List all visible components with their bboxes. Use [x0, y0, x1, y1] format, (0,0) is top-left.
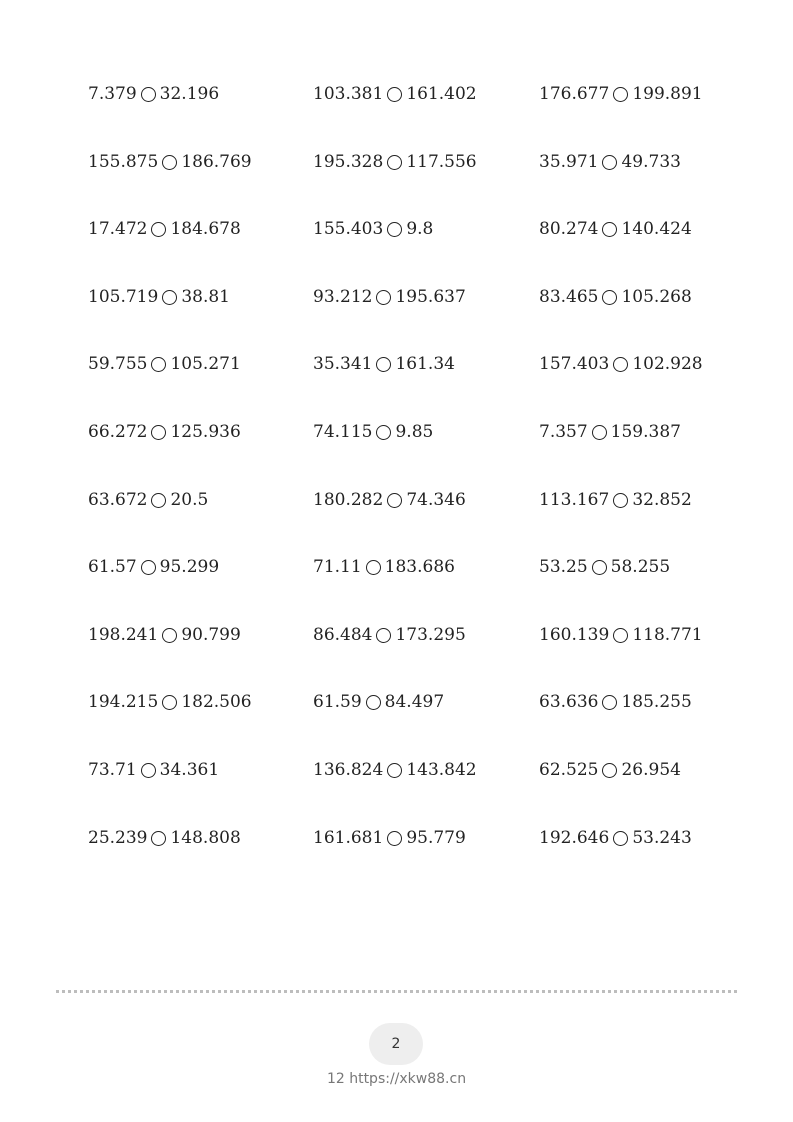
left-number: 25.239: [88, 828, 148, 848]
comparison-problem: [539, 552, 670, 582]
right-number: 105.271: [170, 354, 241, 374]
answer-circle[interactable]: [376, 357, 391, 372]
left-number: 157.403: [539, 354, 610, 374]
answer-circle[interactable]: [162, 695, 177, 710]
answer-circle[interactable]: [376, 628, 391, 643]
right-number: 125.936: [170, 422, 241, 442]
right-number: 34.361: [159, 760, 220, 780]
left-number: 195.328: [313, 152, 384, 172]
right-number: 32.852: [632, 490, 692, 510]
comparison-problem: [88, 755, 219, 785]
answer-circle[interactable]: [387, 831, 402, 846]
right-number: 20.5: [170, 490, 209, 510]
comparison-problem: [539, 79, 703, 109]
answer-circle[interactable]: [613, 357, 628, 372]
comparison-problem: [313, 417, 433, 447]
right-number: 95.779: [406, 828, 466, 848]
left-number: 113.167: [539, 490, 610, 510]
answer-circle[interactable]: [387, 155, 402, 170]
answer-circle[interactable]: [141, 87, 156, 102]
left-number: 160.139: [539, 625, 610, 645]
worksheet-row: [0, 485, 793, 515]
left-number: 61.57: [88, 557, 137, 577]
answer-circle[interactable]: [162, 628, 177, 643]
worksheet-row: [0, 282, 793, 312]
right-number: 102.928: [632, 354, 703, 374]
right-number: 161.34: [395, 354, 455, 374]
comparison-problem: [313, 79, 477, 109]
worksheet-row: [0, 620, 793, 650]
answer-circle[interactable]: [602, 763, 617, 778]
answer-circle[interactable]: [602, 155, 617, 170]
left-number: 83.465: [539, 287, 599, 307]
comparison-problem: [88, 620, 241, 650]
comparison-problem: [88, 349, 241, 379]
comparison-problem: [88, 147, 252, 177]
comparison-problem: [313, 349, 455, 379]
footer-source-text: 12 https://xkw88.cn: [326, 1071, 467, 1087]
comparison-problem: [88, 282, 230, 312]
worksheet-row: [0, 823, 793, 853]
right-number: 184.678: [170, 219, 241, 239]
worksheet-row: [0, 687, 793, 717]
answer-circle[interactable]: [151, 222, 166, 237]
comparison-problem: [539, 620, 703, 650]
comparison-problem: [313, 823, 466, 853]
answer-circle[interactable]: [376, 425, 391, 440]
comparison-problem: [313, 552, 455, 582]
comparison-problem: [313, 147, 477, 177]
right-number: 58.255: [610, 557, 671, 577]
left-number: 155.875: [88, 152, 159, 172]
left-number: 35.971: [539, 152, 599, 172]
comparison-problem: [313, 620, 466, 650]
left-number: 176.677: [539, 84, 610, 104]
right-number: 186.769: [181, 152, 252, 172]
right-number: 185.255: [621, 692, 692, 712]
left-number: 17.472: [88, 219, 148, 239]
comparison-problem: [88, 79, 219, 109]
left-number: 198.241: [88, 625, 159, 645]
answer-circle[interactable]: [141, 560, 156, 575]
worksheet-row: [0, 147, 793, 177]
answer-circle[interactable]: [613, 87, 628, 102]
comparison-problem: [313, 214, 433, 244]
left-number: 7.357: [539, 422, 588, 442]
answer-circle[interactable]: [387, 222, 402, 237]
right-number: 148.808: [170, 828, 241, 848]
answer-circle[interactable]: [602, 695, 617, 710]
right-number: 38.81: [181, 287, 230, 307]
left-number: 86.484: [313, 625, 373, 645]
comparison-problem: [88, 552, 219, 582]
right-number: 161.402: [406, 84, 477, 104]
answer-circle[interactable]: [602, 222, 617, 237]
right-number: 159.387: [610, 422, 681, 442]
comparison-problem: [88, 485, 208, 515]
left-number: 161.681: [313, 828, 384, 848]
right-number: 183.686: [384, 557, 455, 577]
answer-circle[interactable]: [602, 290, 617, 305]
left-number: 136.824: [313, 760, 384, 780]
answer-circle[interactable]: [366, 695, 381, 710]
comparison-problem: [539, 823, 692, 853]
right-number: 53.243: [632, 828, 692, 848]
worksheet-row: [0, 79, 793, 109]
left-number: 80.274: [539, 219, 599, 239]
comparison-problem: [539, 687, 692, 717]
left-number: 74.115: [313, 422, 373, 442]
answer-circle[interactable]: [387, 763, 402, 778]
right-number: 118.771: [632, 625, 703, 645]
comparison-problem: [539, 214, 692, 244]
left-number: 73.71: [88, 760, 137, 780]
left-number: 53.25: [539, 557, 588, 577]
answer-circle[interactable]: [366, 560, 381, 575]
answer-circle[interactable]: [387, 87, 402, 102]
right-number: 9.8: [406, 219, 434, 239]
answer-circle[interactable]: [613, 831, 628, 846]
worksheet-row: [0, 755, 793, 785]
answer-circle[interactable]: [162, 290, 177, 305]
right-number: 74.346: [406, 490, 466, 510]
comparison-problem: [313, 485, 466, 515]
right-number: 199.891: [632, 84, 703, 104]
answer-circle[interactable]: [592, 560, 607, 575]
left-number: 71.11: [313, 557, 362, 577]
comparison-problem: [539, 417, 681, 447]
answer-circle[interactable]: [151, 831, 166, 846]
comparison-problem: [539, 349, 703, 379]
right-number: 143.842: [406, 760, 477, 780]
comparison-problem: [88, 687, 252, 717]
left-number: 66.272: [88, 422, 148, 442]
comparison-problem: [88, 417, 241, 447]
comparison-problem: [313, 282, 466, 312]
answer-circle[interactable]: [151, 425, 166, 440]
right-number: 117.556: [406, 152, 477, 172]
right-number: 49.733: [621, 152, 681, 172]
comparison-problem: [539, 485, 692, 515]
right-number: 26.954: [621, 760, 681, 780]
answer-circle[interactable]: [162, 155, 177, 170]
right-number: 9.85: [395, 422, 434, 442]
comparison-problem: [313, 687, 444, 717]
comparison-problem: [88, 214, 241, 244]
left-number: 192.646: [539, 828, 610, 848]
answer-circle[interactable]: [387, 493, 402, 508]
worksheet-row: [0, 417, 793, 447]
right-number: 173.295: [395, 625, 466, 645]
left-number: 61.59: [313, 692, 362, 712]
dotted-divider: [56, 990, 737, 993]
answer-circle[interactable]: [141, 763, 156, 778]
answer-circle[interactable]: [613, 493, 628, 508]
left-number: 194.215: [88, 692, 159, 712]
left-number: 59.755: [88, 354, 148, 374]
left-number: 105.719: [88, 287, 159, 307]
right-number: 140.424: [621, 219, 692, 239]
comparison-problem: [539, 755, 681, 785]
page-number-badge: [369, 1023, 423, 1065]
answer-circle[interactable]: [613, 628, 628, 643]
left-number: 155.403: [313, 219, 384, 239]
left-number: 63.672: [88, 490, 148, 510]
right-number: 90.799: [181, 625, 241, 645]
left-number: 62.525: [539, 760, 599, 780]
right-number: 182.506: [181, 692, 252, 712]
answer-circle[interactable]: [151, 357, 166, 372]
left-number: 103.381: [313, 84, 384, 104]
answer-circle[interactable]: [151, 493, 166, 508]
left-number: 93.212: [313, 287, 373, 307]
right-number: 84.497: [384, 692, 445, 712]
worksheet-row: [0, 214, 793, 244]
comparison-problem: [539, 147, 681, 177]
comparison-problem: [88, 823, 241, 853]
right-number: 105.268: [621, 287, 692, 307]
left-number: 7.379: [88, 84, 137, 104]
right-number: 95.299: [159, 557, 220, 577]
comparison-problem: [313, 755, 477, 785]
answer-circle[interactable]: [376, 290, 391, 305]
worksheet-row: [0, 552, 793, 582]
right-number: 195.637: [395, 287, 466, 307]
right-number: 32.196: [159, 84, 220, 104]
page-number: 2: [391, 1036, 401, 1052]
left-number: 63.636: [539, 692, 599, 712]
worksheet-row: [0, 349, 793, 379]
comparison-problem: [539, 282, 692, 312]
left-number: 35.341: [313, 354, 373, 374]
answer-circle[interactable]: [592, 425, 607, 440]
left-number: 180.282: [313, 490, 384, 510]
